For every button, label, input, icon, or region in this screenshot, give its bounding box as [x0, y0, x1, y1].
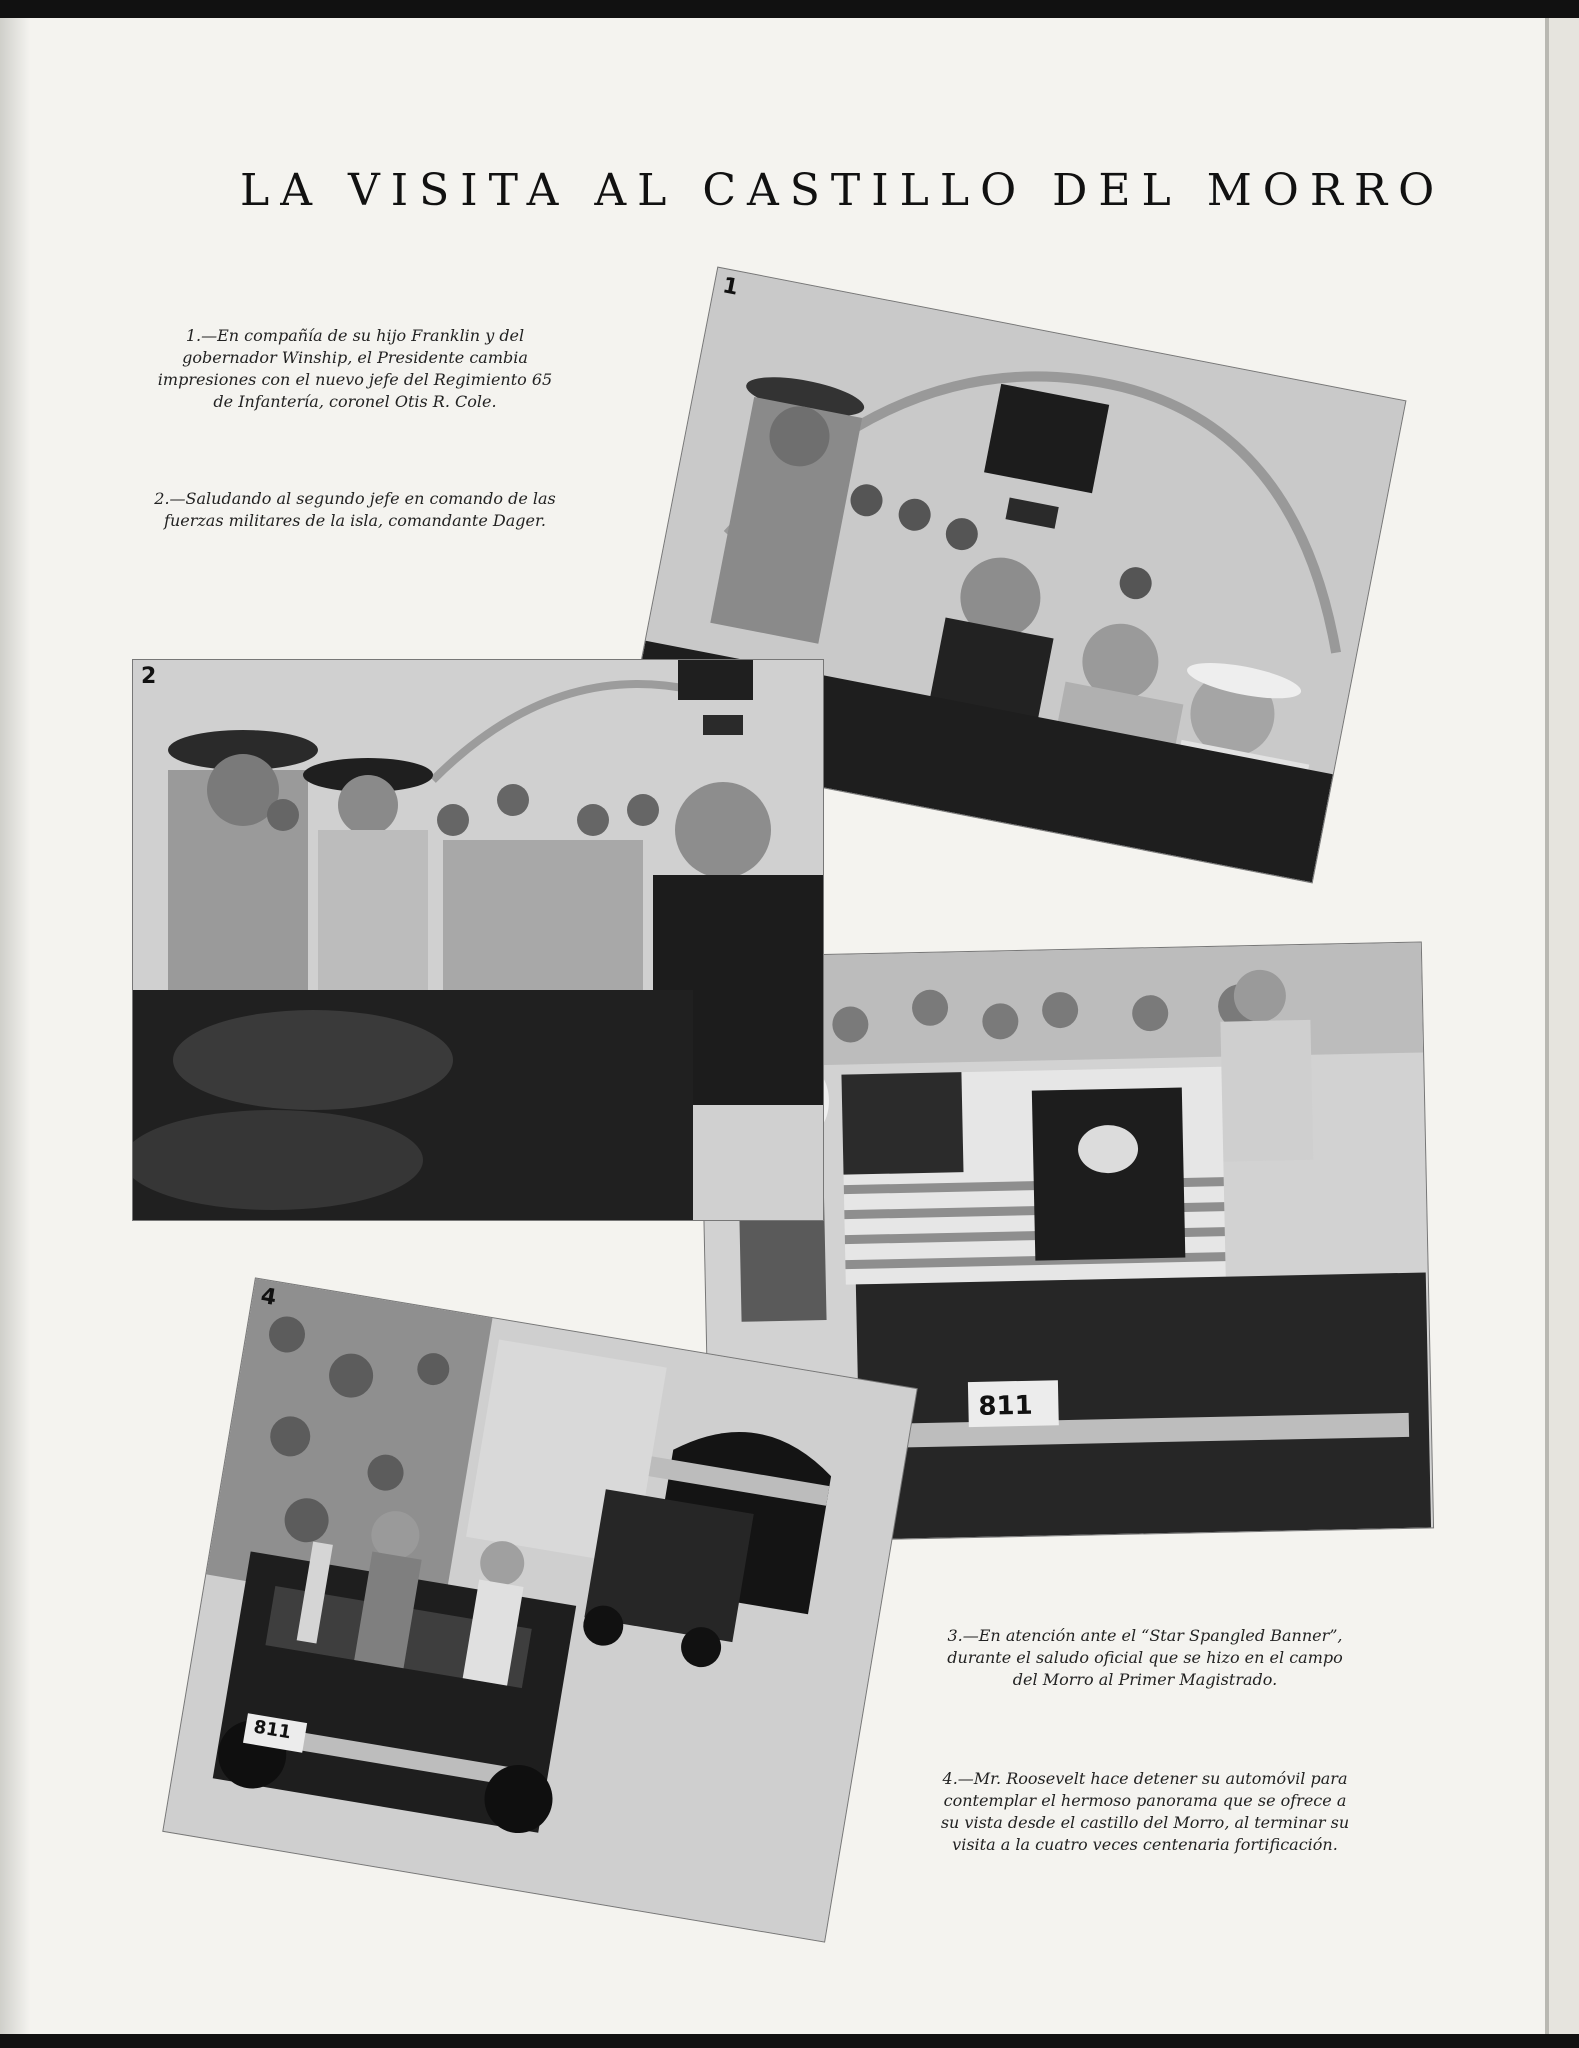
photo-2 [133, 660, 823, 1220]
scan-top-border [0, 0, 1579, 18]
photo-2-image [133, 660, 823, 1220]
page-right-edge [1545, 18, 1579, 2034]
photo-1-number: 1 [720, 273, 741, 301]
caption-4: 4.—Mr. Roosevelt hace detener su automóvil para contemplar el hermoso panorama que se ofrece a su vista desde el castillo del Morro, al terminar su visita a la cuatro veces centenaria fortificación. [940, 1769, 1350, 1854]
page-title: LA VISITA AL CASTILLO DEL MORRO [240, 165, 1446, 216]
page-left-shadow [0, 18, 30, 2034]
caption-2: 2.—Saludando al segundo jefe en comando de las fuerzas militares de la isla, comandante Dager. [154, 489, 556, 530]
photo-2-number: 2 [141, 664, 157, 689]
photo-4-image [163, 1279, 916, 1942]
photo-4 [163, 1279, 916, 1942]
photo-4-license-plate: 811 [252, 1716, 293, 1744]
caption-1: 1.—En compañía de su hijo Franklin y del gobernador Winship, el Presidente cambia impresiones con el nuevo jefe del Regimiento 65 de Infantería, coronel Otis R. Cole. [157, 326, 553, 411]
photo-4-number: 4 [258, 1283, 279, 1311]
caption-3: 3.—En atención ante el “Star Spangled Banner”, durante el saludo oficial que se hizo en el campo del Morro al Primer Magistrado. [947, 1626, 1343, 1689]
scan-bottom-border [0, 2034, 1579, 2048]
photo-3-license-plate: 811 [978, 1390, 1034, 1422]
